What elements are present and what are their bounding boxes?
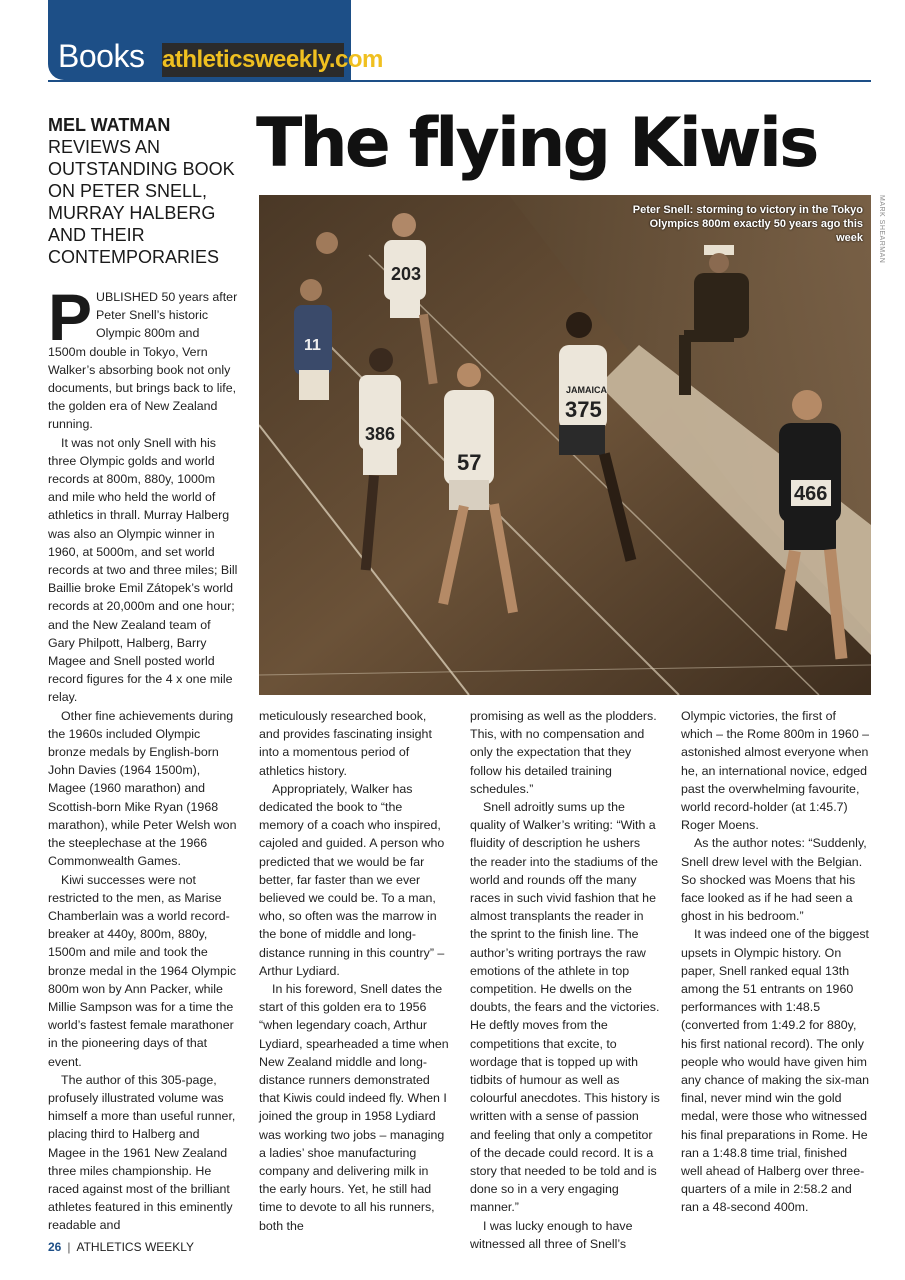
deck-text: REVIEWS AN OUTSTANDING BOOK ON PETER SNELL, MURRAY HALBERG AND THEIR CONTEMPORARIES bbox=[48, 137, 235, 267]
page-number: 26 bbox=[48, 1240, 62, 1254]
jamaica-label: JAMAICA bbox=[566, 385, 608, 395]
author-name: MEL WATMAN bbox=[48, 115, 171, 135]
drop-cap: P bbox=[48, 280, 93, 354]
paragraph-8: In his foreword, Snell dates the start of this golden era to 1956 “when legendary coach, Arthur Lydiard, spearheaded a time when New Zealand middle and long-distance runners demonstrated that Kiwis could indeed fly. When I joined the group in 1958 Lydiard was working two jobs – managing a ladies’ shoe manufacturing company and delivering milk in the early hours. Yet, he still had time to devote to all his runners, both the bbox=[259, 982, 449, 1233]
race-photo bbox=[259, 195, 871, 695]
paragraph-4: Kiwi successes were not restricted to the men, as Marise Chamberlain was a world record-breaker at 440y, 800m, 880y, 1500m and mile and took the bronze medal in the 1964 Olympic 800m won by Ann Packer, while Millie Sampson was for a time the world’s fastest female marathoner in the pioneering days of that event. bbox=[48, 872, 237, 1069]
article-column-4 bbox=[681, 707, 871, 1217]
paragraph-1: PUBLISHED 50 years after Peter Snell’s historic Olympic 800m and 1500m double in Tokyo, Vern Walker’s absorbing book not only documents, but brings back to life, the golden era of New Zealand running. bbox=[48, 280, 238, 432]
article-headline: The flying Kiwis bbox=[256, 104, 817, 183]
publication-name: ATHLETICS WEEKLY bbox=[76, 1240, 195, 1254]
race-photo-illustration bbox=[259, 195, 871, 695]
paragraph-13: As the author notes: “Suddenly, Snell drew level with the Belgian. So shocked was Moens that his face looked as if he had seen a ghost in his bedroom.” bbox=[681, 836, 867, 924]
paragraph-6: meticulously researched book, and provides fascinating insight into a momentous period of athletics history. bbox=[259, 709, 432, 778]
section-label: Books bbox=[58, 38, 145, 74]
paragraph-12: Olympic victories, the first of which – the Rome 800m in 1960 – astonished almost everyone when he, an international novice, edged past the overwhelming favourite, world record-holder (at 1:45.7) Roger Moens. bbox=[681, 709, 870, 833]
standfirst bbox=[48, 114, 238, 268]
paragraph-14: It was indeed one of the biggest upsets in Olympic history. On paper, Snell ranked equal 13th among the 51 entrants on 1960 performances with 1:48.5 (converted from 1:49.2 for 880y, his first national record). The only people who would have given him any chance of making the six-man final, never mind win the gold medal, were those who witnessed his final preparations in Rome. He ran a 1:48.8 time trial, finished well ahead of Halberg over three-quarters of a mile in 2:58.2 and ran a 48-second 400m. bbox=[681, 927, 870, 1215]
bib-203: 203 bbox=[391, 264, 422, 284]
article-column-3 bbox=[470, 707, 660, 1253]
photo-caption: Peter Snell: storming to victory in the Tokyo Olympics 800m exactly 50 years ago this week bbox=[632, 204, 863, 244]
photo-credit: MARK SHEARMAN bbox=[878, 195, 885, 264]
article-column-1 bbox=[48, 280, 238, 1235]
bib-466: 466 bbox=[794, 483, 828, 505]
paragraph-10: Snell adroitly sums up the quality of Walker’s writing: “With a fluidity of description he ushers the reader into the stadiums of the world and rounds off the many races in such vivid fashion that he almost transplants the reader in the sprint to the finish line. The author’s writing portrays the raw emotions of the athlete in top competition. He dwells on the doubts, the fears and the victories. He deftly moves from the competitions that excite, to wordage that is topped up with tidbits of humour as well as colourful anecdotes. This history is written with a sense of passion and feeling that only a competitor of the decade could record. It is a story that needed to be told and is done so in a very engaging manner.” bbox=[470, 800, 660, 1215]
header-rule bbox=[48, 80, 871, 82]
paragraph-11: I was lucky enough to have witnessed all three of Snell’s bbox=[470, 1218, 633, 1251]
paragraph-7: Appropriately, Walker has dedicated the book to “the memory of a coach who inspired, cajoled and guided. A person who predicted that we would be far better, far faster than we ever believed we could be. To a man, who, so often was the marrow in the bone of middle and long-distance running in this country” – Arthur Lydiard. bbox=[259, 781, 445, 978]
footer-separator: | bbox=[67, 1240, 71, 1254]
page-footer bbox=[48, 1240, 194, 1254]
article-column-2 bbox=[259, 707, 449, 1235]
bib-375: 375 bbox=[565, 397, 602, 422]
paragraph-5: The author of this 305-page, profusely illustrated volume was himself a more than useful runner, placing third to Halberg and Magee in the 1961 New Zealand three miles championship. He raced against most of the brilliant athletes featured in this eminently readable and bbox=[48, 1072, 236, 1233]
bib-57: 57 bbox=[457, 450, 482, 475]
paragraph-3: Other fine achievements during the 1960s included Olympic bronze medals by English-born John Davies (1964 1500m), Magee (1960 marathon) and Scottish-born Mike Ryan (1968 marathon), while Peter Welsh won the steeplechase at the 1966 Commonwealth Games. bbox=[48, 708, 237, 869]
bib-386: 386 bbox=[365, 424, 396, 444]
site-url[interactable]: athleticsweekly.com bbox=[162, 43, 344, 77]
bib-11: 11 bbox=[304, 337, 321, 354]
paragraph-2: It was not only Snell with his three Olympic golds and world records at 800m, 880y, 1000m and mile who held the world of athletics in thrall. Murray Halberg was also an Olympic winner in 1960, at 5000m, and set world records at two and three miles; Bill Baillie broke Emil Zátopek’s world records at 20,000m and one hour; and the New Zealand team of Gary Philpott, Halberg, Barry Magee and Snell posted world record figures for the 4 x one mile relay. bbox=[48, 435, 238, 705]
paragraph-9: promising as well as the plodders. This, with no compensation and only the expectation that they follow his detailed training schedules.” bbox=[470, 709, 657, 796]
